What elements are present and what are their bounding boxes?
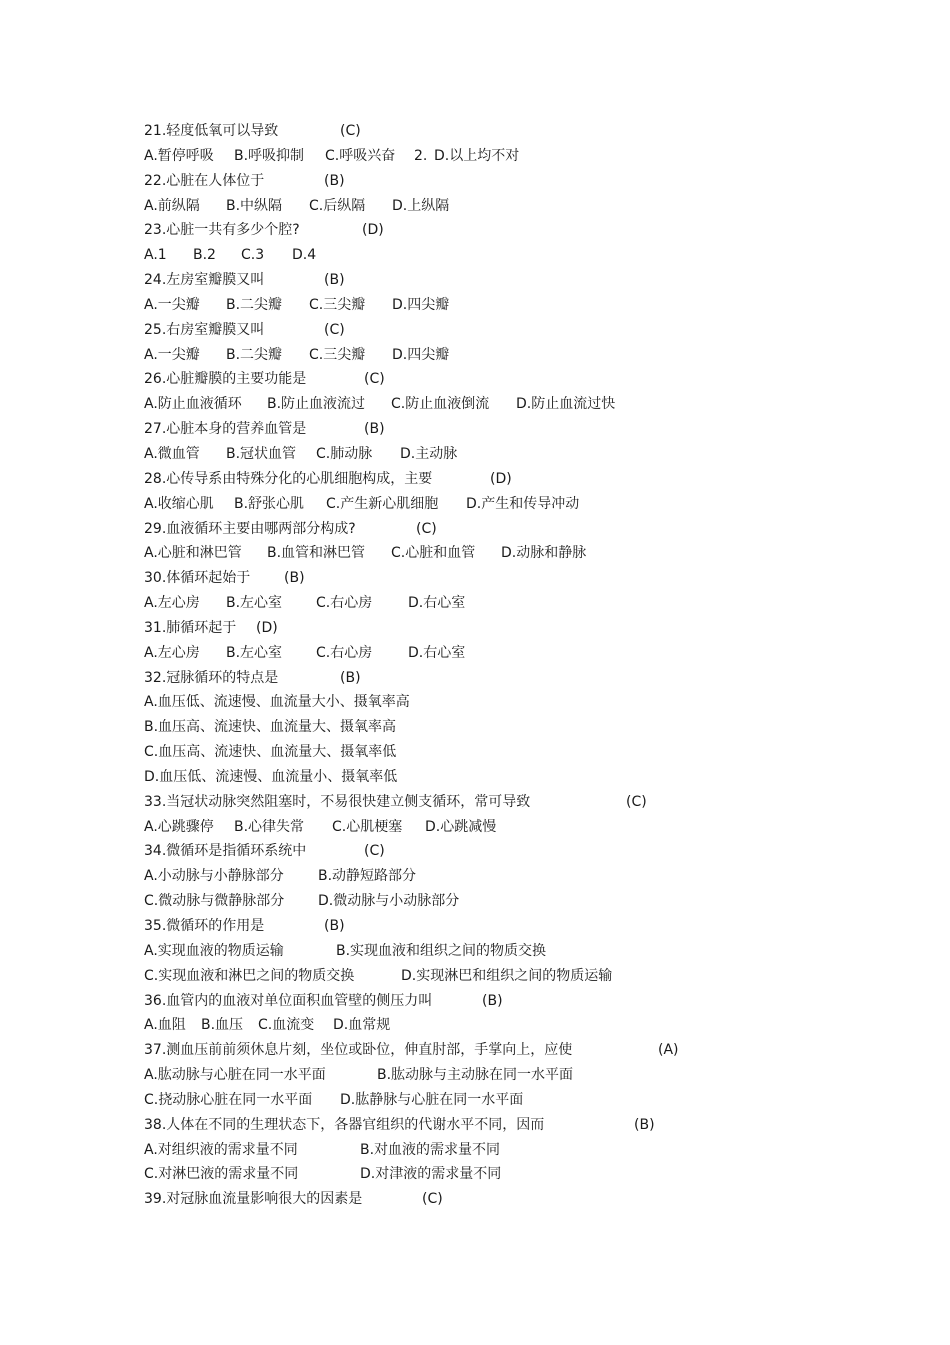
option-text: C.肺动脉	[316, 445, 373, 462]
option-text: B.二尖瓣	[226, 296, 283, 313]
option-text: A.左心房	[144, 595, 200, 612]
option-text: D.产生和传导冲动	[466, 495, 580, 512]
option-text: A.1	[144, 247, 167, 264]
option-text: C.后纵隔	[309, 197, 366, 214]
option-text: A.心脏和淋巴管	[144, 545, 242, 562]
option-text: D.四尖瓣	[392, 296, 450, 313]
question-line	[144, 1113, 950, 1138]
option-text: B.左心室	[226, 595, 283, 612]
option-line	[144, 740, 950, 765]
question-line	[144, 914, 950, 939]
answer-key: (B)	[284, 570, 305, 587]
option-text: B.2	[193, 247, 216, 264]
option-line	[144, 815, 950, 840]
option-text: C.心脏和血管	[391, 545, 476, 562]
option-text: C.挠动脉心脏在同一水平面	[144, 1091, 313, 1108]
answer-key: (D)	[256, 619, 278, 636]
option-text: D.心跳减慢	[425, 818, 497, 835]
question-text: 24.左房室瓣膜又叫	[144, 272, 265, 289]
option-text: C.三尖瓣	[309, 296, 366, 313]
option-text: A.微血管	[144, 445, 200, 462]
option-text: B.血压高、流速快、血流量大、摄氧率高	[144, 719, 397, 736]
option-text: A.一尖瓣	[144, 346, 200, 363]
question-text: 22.心脏在人体位于	[144, 172, 265, 189]
question-line	[144, 467, 950, 492]
option-text: A.收缩心肌	[144, 495, 214, 512]
question-text: 34.微循环是指循环系统中	[144, 843, 307, 860]
option-text: B.实现血液和组织之间的物质交换	[336, 942, 547, 959]
question-text: 31.肺循环起于	[144, 619, 237, 636]
option-text: A.血压低、流速慢、血流量大小、摄氧率高	[144, 694, 410, 711]
option-text: A.肱动脉与心脏在同一水平面	[144, 1067, 326, 1084]
option-line	[144, 641, 950, 666]
question-text: 32.冠脉循环的特点是	[144, 669, 279, 686]
question-line	[144, 1038, 950, 1063]
option-text: B.二尖瓣	[226, 346, 283, 363]
option-text: D.主动脉	[400, 445, 458, 462]
answer-key: (A)	[658, 1042, 679, 1059]
question-line	[144, 367, 950, 392]
answer-key: (B)	[324, 172, 345, 189]
question-text: 21.轻度低氧可以导致	[144, 123, 279, 139]
option-text: D.血压低、流速慢、血流量小、摄氧率低	[144, 768, 398, 785]
option-text: A.左心房	[144, 644, 200, 661]
answer-key: (B)	[634, 1116, 655, 1133]
answer-key: (C)	[364, 371, 385, 388]
option-text: A.对组织液的需求量不同	[144, 1141, 298, 1158]
answer-key: (C)	[340, 123, 361, 139]
question-text: 33.当冠状动脉突然阻塞时，不易很快建立侧支循环，常可导致	[144, 793, 531, 810]
option-text: D.防止血流过快	[516, 396, 616, 413]
option-line	[144, 541, 950, 566]
question-line	[144, 417, 950, 442]
question-line	[144, 119, 950, 144]
option-line	[144, 690, 950, 715]
option-text: C.防止血液倒流	[391, 396, 490, 413]
question-text: 35.微循环的作用是	[144, 918, 265, 934]
question-text: 28.心传导系由特殊分化的心肌细胞构成，主要	[144, 470, 433, 487]
option-text: A.一尖瓣	[144, 296, 200, 313]
option-line	[144, 889, 950, 914]
option-line	[144, 343, 950, 368]
option-text: D.肱静脉与心脏在同一水平面	[340, 1091, 524, 1108]
option-line	[144, 765, 950, 790]
text-segment: 2.	[414, 147, 428, 164]
option-text: B.舒张心肌	[234, 495, 305, 512]
option-text: B.肱动脉与主动脉在同一水平面	[377, 1067, 574, 1084]
question-text: 29.血液循环主要由哪两部分构成?	[144, 520, 356, 537]
option-text: A.前纵隔	[144, 197, 200, 214]
question-text: 23.心脏一共有多少个腔?	[144, 222, 300, 239]
option-text: D.右心室	[408, 595, 466, 612]
question-line	[144, 318, 950, 343]
question-text: 27.心脏本身的营养血管是	[144, 421, 307, 438]
question-text: 38.人体在不同的生理状态下，各器官组织的代谢水平不同，因而	[144, 1116, 545, 1133]
option-text: C.血压高、流速快、血流量大、摄氧率低	[144, 744, 397, 761]
option-text: B.左心室	[226, 644, 283, 661]
option-text: C.右心房	[316, 595, 373, 612]
question-text: 30.体循环起始于	[144, 570, 251, 587]
option-line	[144, 1013, 950, 1038]
option-line	[144, 194, 950, 219]
option-text: C.血流变	[258, 1017, 315, 1034]
question-text: 39.对冠脉血流量影响很大的因素是	[144, 1191, 363, 1208]
option-text: D.动脉和静脉	[501, 545, 587, 562]
question-line	[144, 566, 950, 591]
option-text: A.心跳骤停	[144, 818, 214, 835]
answer-key: (C)	[626, 793, 647, 810]
option-text: D.血常规	[333, 1017, 391, 1034]
option-text: A.防止血液循环	[144, 396, 242, 413]
option-line	[144, 1088, 950, 1113]
option-text: D.4	[292, 247, 317, 264]
option-text: C.呼吸兴奋	[325, 147, 396, 164]
option-line	[144, 939, 950, 964]
option-text: A.小动脉与小静脉部分	[144, 868, 284, 885]
answer-key: (C)	[416, 520, 437, 537]
option-text: D.对津液的需求量不同	[360, 1166, 502, 1183]
option-text: B.血管和淋巴管	[267, 545, 366, 562]
option-line	[144, 492, 950, 517]
option-text: A.血阻	[144, 1017, 186, 1034]
option-text: A.实现血液的物质运输	[144, 942, 284, 959]
option-line	[144, 293, 950, 318]
option-text: D.四尖瓣	[392, 346, 450, 363]
option-text: C.对淋巴液的需求量不同	[144, 1166, 299, 1183]
question-line	[144, 666, 950, 691]
option-text: C.三尖瓣	[309, 346, 366, 363]
question-text: 26.心脏瓣膜的主要功能是	[144, 371, 307, 388]
option-text: C.产生新心肌细胞	[326, 495, 439, 512]
option-line	[144, 243, 950, 268]
answer-key: (C)	[422, 1191, 443, 1208]
question-line	[144, 268, 950, 293]
question-line	[144, 169, 950, 194]
option-line	[144, 392, 950, 417]
option-line	[144, 1162, 950, 1187]
option-line	[144, 964, 950, 989]
option-line	[144, 442, 950, 467]
question-line	[144, 517, 950, 542]
question-line	[144, 616, 950, 641]
option-text: C.微动脉与微静脉部分	[144, 893, 285, 910]
option-text: D.上纵隔	[392, 197, 450, 214]
answer-key: (D)	[362, 222, 384, 239]
question-text: 25.右房室瓣膜又叫	[144, 321, 265, 338]
option-text: C.右心房	[316, 644, 373, 661]
option-line	[144, 864, 950, 889]
option-line	[144, 1063, 950, 1088]
answer-key: (D)	[490, 470, 512, 487]
question-line	[144, 218, 950, 243]
option-text: B.血压	[201, 1017, 244, 1034]
question-line	[144, 989, 950, 1014]
option-text: B.中纵隔	[226, 197, 283, 214]
question-line	[144, 790, 950, 815]
option-line	[144, 715, 950, 740]
option-text: B.动静短路部分	[318, 868, 417, 885]
question-text: 37.测血压前前须休息片刻，坐位或卧位，伸直肘部，手掌向上，应使	[144, 1042, 573, 1059]
question-text: 36.血管内的血液对单位面积血管壁的侧压力叫	[144, 992, 433, 1009]
option-text: B.冠状血管	[226, 445, 297, 462]
option-line	[144, 591, 950, 616]
option-text: B.心律失常	[234, 818, 305, 835]
option-line	[144, 1138, 950, 1163]
answer-key: (C)	[324, 321, 345, 338]
answer-key: (B)	[324, 918, 345, 934]
answer-key: (B)	[364, 421, 385, 438]
option-text: B.呼吸抑制	[234, 147, 305, 164]
option-text: C.实现血液和淋巴之间的物质交换	[144, 967, 355, 984]
option-line	[144, 144, 950, 169]
question-line	[144, 1187, 950, 1212]
answer-key: (B)	[340, 669, 361, 686]
option-text: C.3	[241, 247, 265, 264]
option-text: D.右心室	[408, 644, 466, 661]
option-text: B.防止血液流过	[267, 396, 366, 413]
answer-key: (B)	[482, 992, 503, 1009]
option-text: C.心肌梗塞	[332, 818, 403, 835]
option-text: A.暂停呼吸	[144, 147, 214, 164]
option-text: D.微动脉与小动脉部分	[318, 893, 460, 910]
answer-key: (C)	[364, 843, 385, 860]
answer-key: (B)	[324, 272, 345, 289]
option-text: B.对血液的需求量不同	[360, 1141, 501, 1158]
question-line	[144, 839, 950, 864]
option-text: D.实现淋巴和组织之间的物质运输	[401, 967, 613, 984]
option-text: D.以上均不对	[434, 147, 520, 164]
